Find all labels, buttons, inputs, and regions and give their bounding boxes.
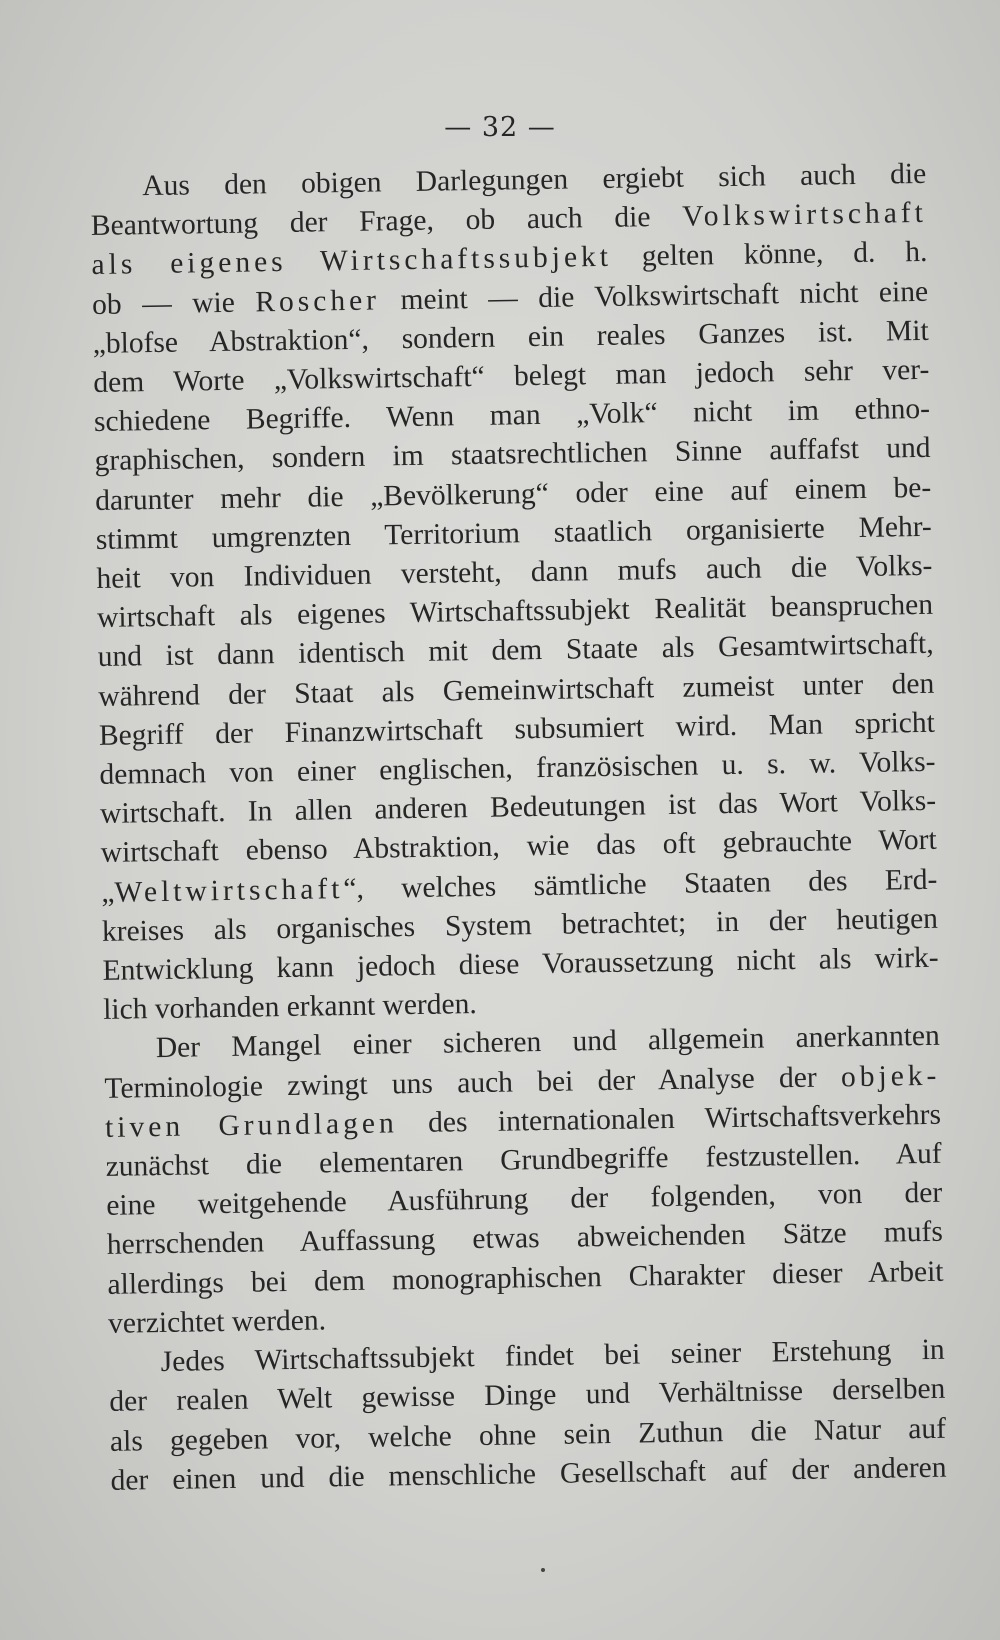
text-run: während der Staat als Gemeinwirtschaft zumeist unter den [98,667,935,713]
text-run: “, welches sämtliche Staaten des Erd- [343,863,938,905]
body-text [90,155,947,1501]
emphasized-text: Volkswirtschaft [681,197,928,233]
text-run: dem Worte „Volkswirtschaft“ belegt man jedoch sehr ver- [93,353,930,399]
text-run: Begriff der Finanzwirtschaft subsumiert wird. Man spricht [98,706,936,752]
paragraph [90,155,939,1030]
text-run: gelten könne, d. h. [611,236,928,274]
text-run: wirtschaft als eigenes Wirtschaftssubjekt Realität beanspruchen [96,589,934,635]
text-run: lich vorhanden erkannt werden. [102,988,477,1027]
text-run: der einen und die menschliche Gesellschaft auf der anderen [110,1451,947,1497]
text-run: verzichtet werden. [107,1304,327,1340]
text-run: demnach von einer englischen, französischen u. s. w. Volks- [99,745,936,791]
text-run: ob — wie [91,286,256,321]
paragraph [108,1331,946,1501]
text-run: als gegeben vor, welche ohne sein Zuthun die Natur auf [109,1412,947,1458]
text-run: und ist dann identisch mit dem Staate als Gesamtwirtschaft, [97,628,934,674]
text-run: Aus den obigen Darlegungen ergiebt sich auch die [142,157,927,203]
text-run: darunter mehr die „Bevölkerung“ oder eine auf einem be- [94,471,932,517]
text-run: Entwicklung kann jedoch diese Voraussetzung nicht als wirk- [102,941,939,987]
page-number: — 32 — [444,112,556,143]
text-run: heit von Individuen versteht, dann mufs auch die Volks- [96,549,933,595]
text-run: Der Mangel einer sicheren und allgemein anerkannten [155,1020,940,1065]
text-run: „ [101,876,115,909]
text-run: meint — die Volkswirtschaft nicht eine [379,275,929,317]
text-run: eine weitgehende Ausführung der folgenden, von der [106,1177,943,1223]
text-run: kreises als organisches System betrachtet; in der heutigen [101,902,939,948]
text-run: wirtschaft ebenso Abstraktion, wie das oft gebrauchte Wort [100,824,937,870]
emphasized-text: als eigenes Wirtschaftssubjekt [91,241,613,282]
text-run: schiedene Begriffe. Wenn man „Volk“ nicht im ethno- [93,393,931,439]
text-run: Terminologie zwingt uns auch bei der Analyse der [104,1060,842,1105]
text-run: Jedes Wirtschaftssubjekt findet bei seiner Erstehung in [160,1333,945,1379]
emphasized-text: objek- [840,1059,941,1093]
emphasized-text: Roscher [255,284,381,319]
speck [541,1568,545,1572]
text-run: „blofse Abstraktion“, sondern ein reales Ganzes ist. Mit [92,314,929,360]
emphasized-text: tiven Grundlagen [104,1107,398,1144]
text-run: herrschenden Auffassung etwas abweichenden Sätze mufs [106,1216,944,1262]
text-run: graphischen, sondern im staatsrechtlichen Sinne auffafst und [94,432,931,478]
paragraph [104,1017,945,1344]
text-run: des internationalen Wirtschaftsverkehrs [397,1098,942,1140]
text-run: wirtschaft. In allen anderen Bedeutungen ist das Wort Volks- [99,785,937,831]
text-run: stimmt umgrenzten Territorium staatlich organisierte Mehr- [95,510,932,556]
text-run: zunächst die elementaren Grundbegriffe festzustellen. Auf [105,1137,942,1183]
text-run: der realen Welt gewisse Dinge und Verhältnisse derselben [109,1373,946,1419]
emphasized-text: Weltwirtschaft [114,872,344,909]
text-run: Beantwortung der Frage, ob auch die [90,200,683,243]
text-run: allerdings bei dem monographischen Charakter dieser Arbeit [107,1255,944,1301]
